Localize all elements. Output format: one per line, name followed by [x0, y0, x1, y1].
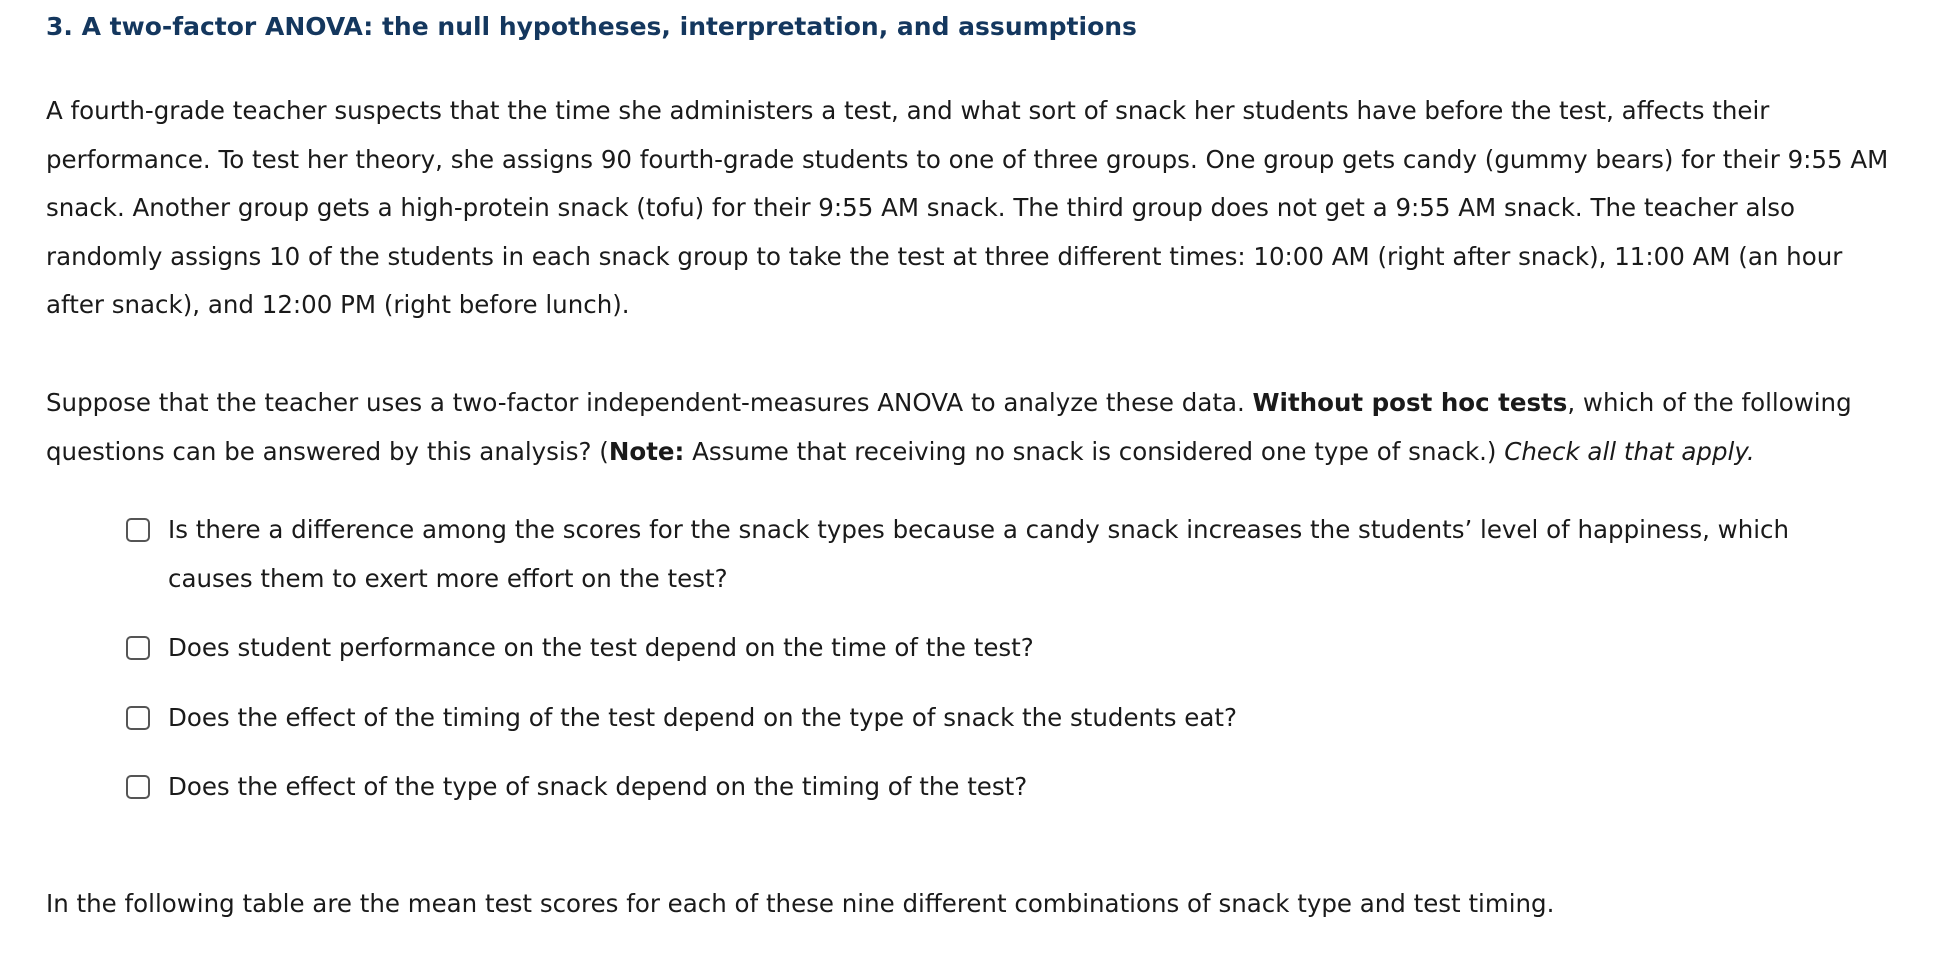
answer-option[interactable]	[126, 763, 1856, 812]
checkbox[interactable]	[126, 706, 150, 730]
option-label: Does the effect of the type of snack depend on the timing of the test?	[168, 772, 1028, 801]
instruction-text: Check all that apply.	[1504, 436, 1755, 466]
prompt-text-1: Suppose that the teacher uses a two-factor independent-measures ANOVA to analyze these data.	[46, 388, 1253, 417]
note-label: Note:	[608, 436, 685, 466]
answer-option[interactable]	[126, 694, 1856, 743]
checkbox[interactable]	[126, 518, 150, 542]
answer-option[interactable]	[126, 506, 1856, 603]
checkbox[interactable]	[126, 636, 150, 660]
prompt-text-2: , which of the following questions can be answered by this analysis? (	[46, 388, 1852, 466]
option-label: Does student performance on the test depend on the time of the test?	[168, 633, 1034, 662]
question-title: 3. A two-factor ANOVA: the null hypotheses, interpretation, and assumptions	[46, 12, 1137, 41]
checkbox[interactable]	[126, 775, 150, 799]
option-label: Is there a difference among the scores for the snack types because a candy snack increases the students’ level of happiness, which causes them to exert more effort on the test?	[168, 515, 1790, 593]
answer-options	[126, 506, 1856, 833]
option-label: Does the effect of the timing of the test depend on the type of snack the students eat?	[168, 702, 1237, 732]
prompt-paragraph	[46, 379, 1906, 476]
table-intro-paragraph: In the following table are the mean test scores for each of these nine different combinations of snack type and test timing.	[46, 889, 1555, 918]
prompt-text-3: Assume that receiving no snack is considered one type of snack.)	[684, 436, 1505, 466]
answer-option[interactable]	[126, 624, 1856, 673]
prompt-bold-text: Without post hoc tests	[1252, 388, 1568, 417]
scenario-paragraph: A fourth-grade teacher suspects that the time she administers a test, and what sort of snack her students have before the test, affects their performance. To test her theory, she assigns 90 fourth-grade students to one of three groups. One group gets candy (gummy bears) for their 9:55 AM snack. Another group gets a high-protein snack (tofu) for their 9:55 AM snack. The third group does not get a 9:55 AM snack. The teacher also randomly assigns 10 of the students in each snack group to take the test at three different times: 10:00 AM (right after snack), 11:00 AM (an hour after snack), and 12:00 PM (right before lunch).	[46, 96, 1889, 319]
